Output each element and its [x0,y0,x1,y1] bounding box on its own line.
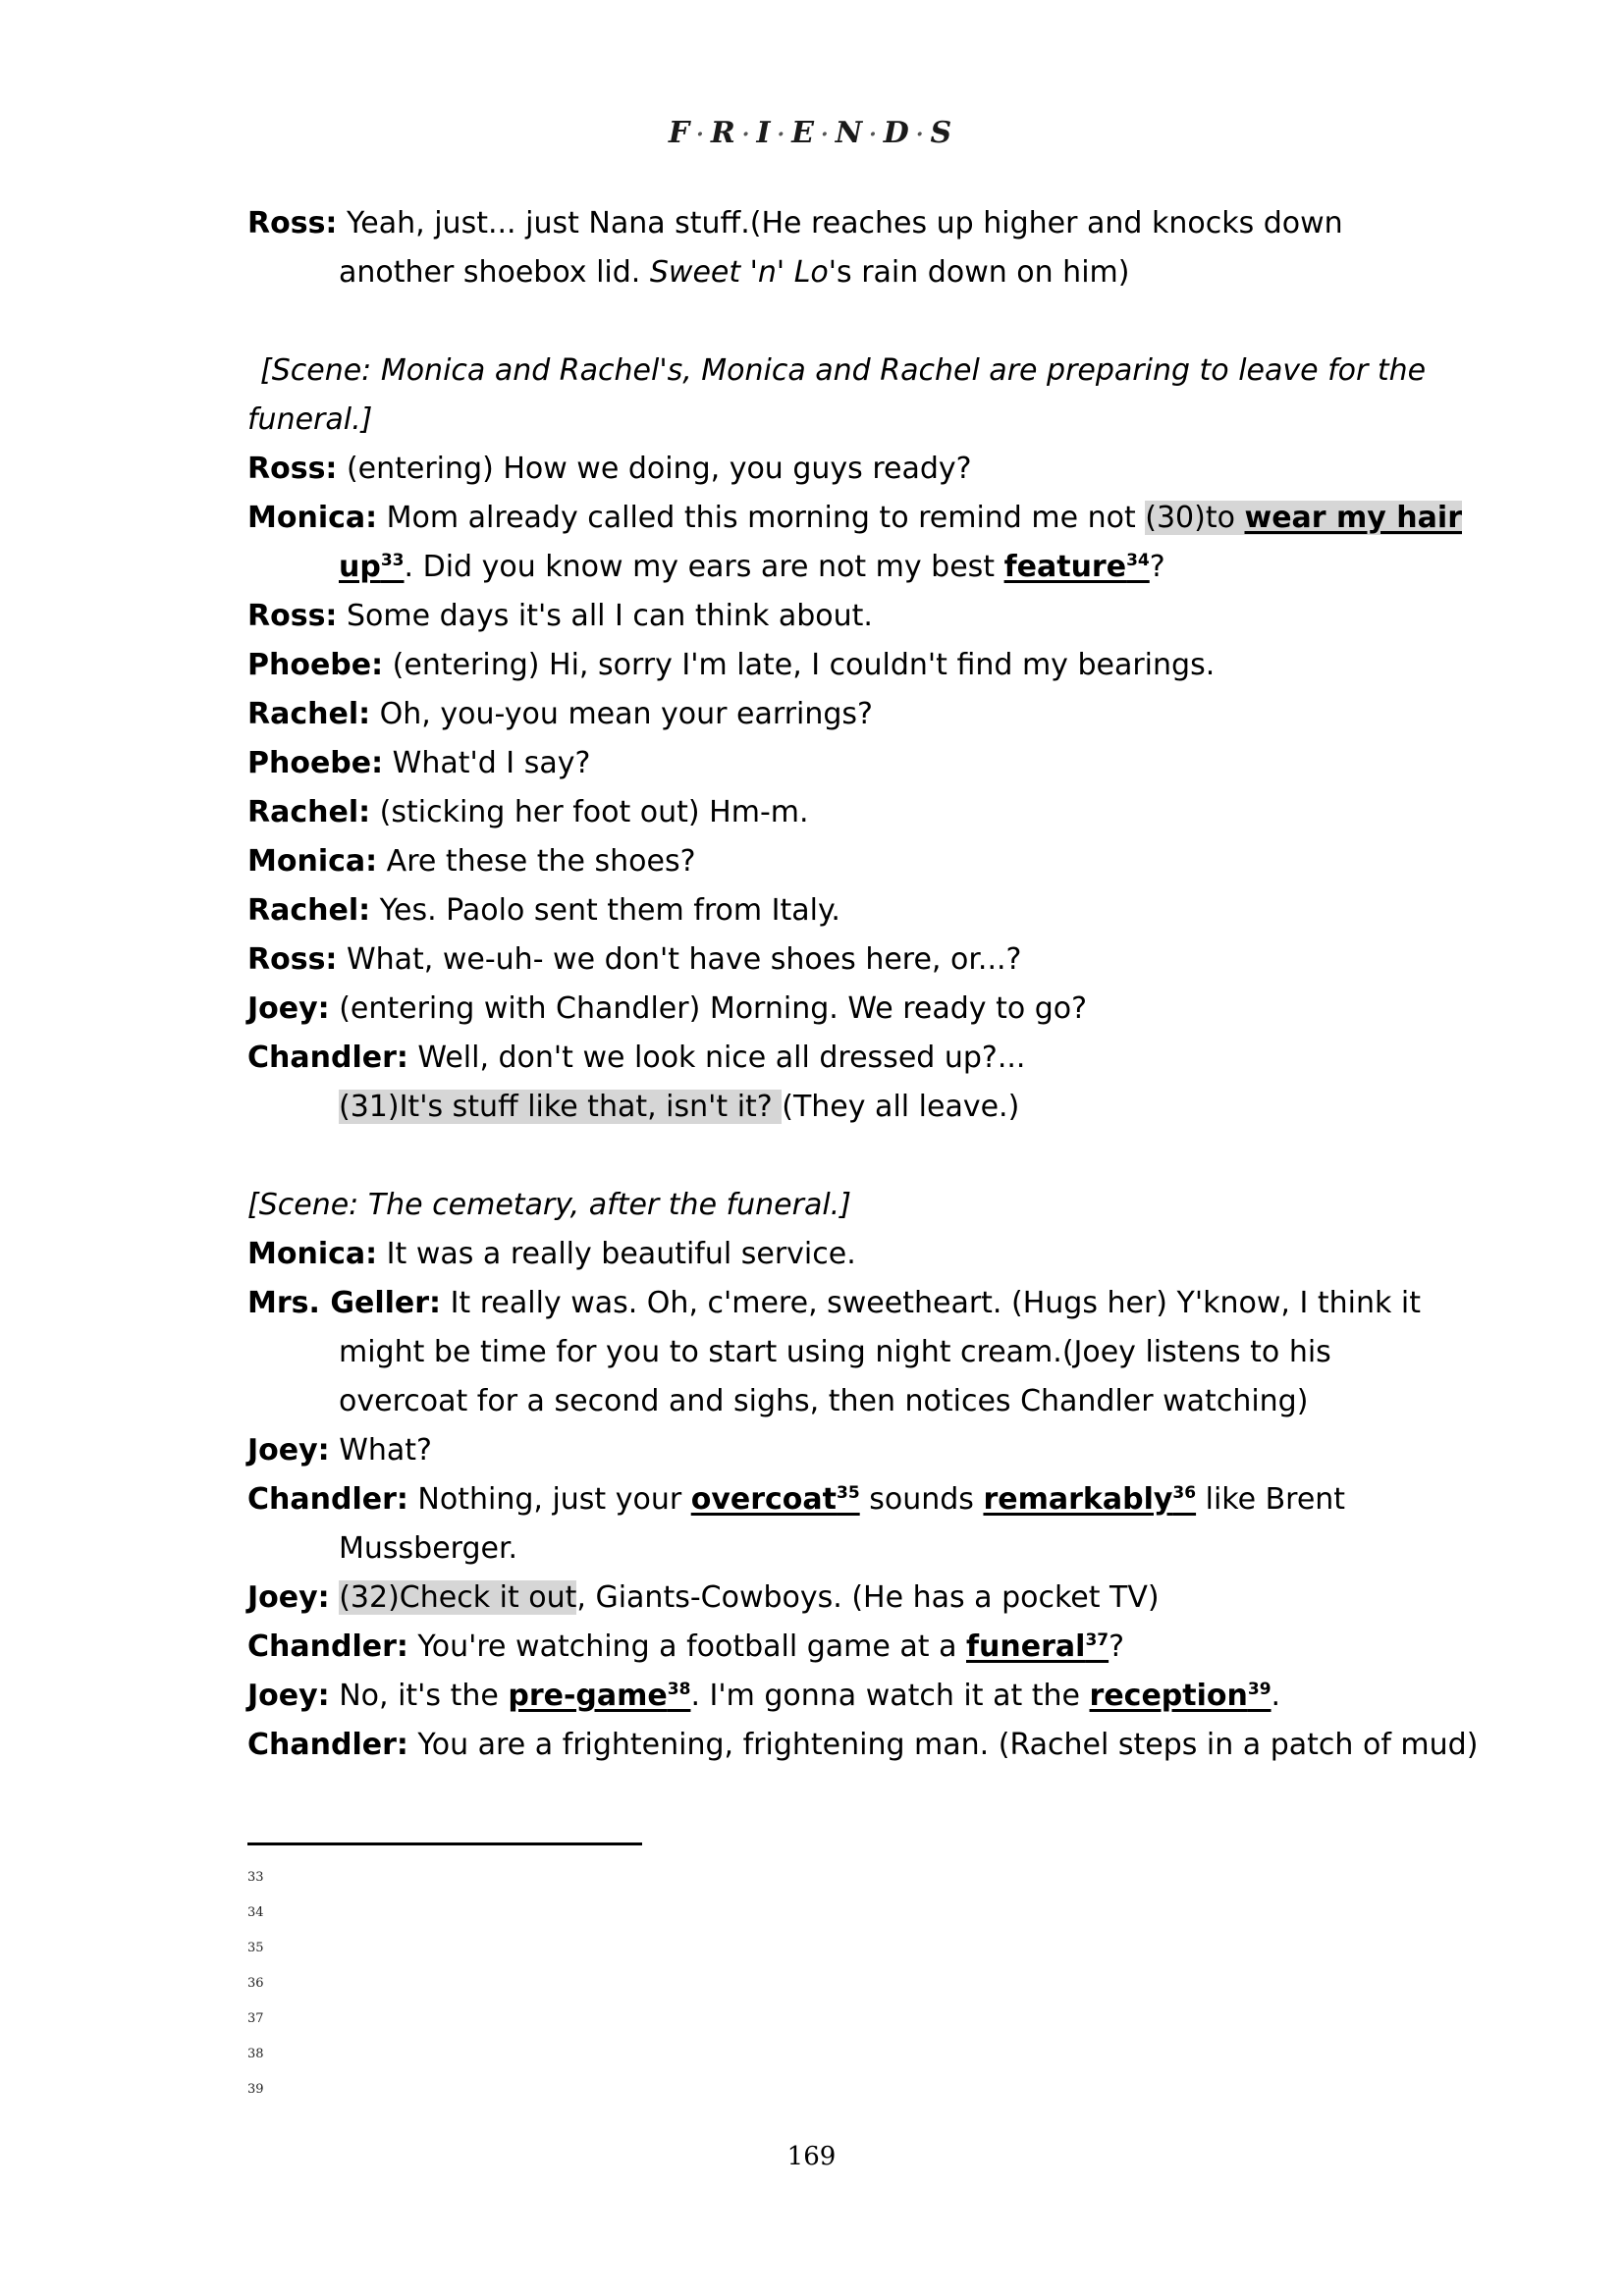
dialogue-continuation: another shoebox lid. Sweet 'n' Lo's rain down on him) [339,255,1130,290]
vocab-term: remarkably$^{36}$ [983,1482,1197,1517]
scene-heading: [Scene: The cemetary, after the funeral.] [247,1188,851,1222]
dialogue-line: Rachel: Yes. Paolo sent them from Italy. [247,893,840,928]
footnote-marker: 33 [247,1870,264,1885]
dialogue-line: Chandler: Well, don't we look nice all dressed up?... [247,1041,1026,1075]
dialogue-line: Monica: It was a really beautiful service. [247,1237,856,1271]
dialogue-line: Mrs. Geller: It really was. Oh, c'mere, sweetheart. (Hugs her) Y'know, I think it [247,1286,1421,1320]
vocab-term: overcoat$^{35}$ [690,1482,860,1517]
vocab-term: wear my hair [1244,501,1462,535]
dialogue-line: Chandler: You are a frightening, frightening man. (Rachel steps in a patch of mud) [247,1728,1479,1762]
dialogue-line: Ross: Yeah, just... just Nana stuff.(He reaches up higher and knocks down [247,206,1343,240]
dialogue-line: Chandler: Nothing, just your overcoat$^{35}$ sounds remarkably$^{36}$ like Brent [247,1482,1346,1517]
highlight: (32)Check it out [339,1580,577,1615]
footnote-marker: 38 [247,2047,264,2061]
dialogue-line: Joey: No, it's the pre-game$^{38}$. I'm gonna watch it at the reception$^{39}$. [247,1679,1281,1713]
dialogue-line: Chandler: You're watching a football game at a funeral$^{37}$? [247,1629,1125,1664]
footnote-marker: 34 [247,1905,264,1920]
vocab-term: reception$^{39}$ [1089,1679,1271,1713]
scene-heading: [Scene: Monica and Rachel's, Monica and Rachel are preparing to leave for the [260,353,1427,388]
highlight: (31)It's stuff like that, isn't it? [339,1090,783,1124]
dialogue-line: Phoebe: (entering) Hi, sorry I'm late, I couldn't find my bearings. [247,648,1216,682]
dialogue-line: Monica: Mom already called this morning to remind me not (30)to wear my hair [247,501,1462,535]
footnote-marker: 35 [247,1941,264,1955]
dialogue-continuation: (31)It's stuff like that, isn't it? (They all leave.) [339,1090,1020,1124]
footnote-marker: 36 [247,1976,264,1991]
dialogue-line: Rachel: Oh, you-you mean your earrings? [247,697,873,731]
vocab-term: pre-game$^{38}$ [508,1679,691,1713]
vocab-term: $up^{33}$ [339,550,405,584]
dialogue-line: Rachel: (sticking her foot out) Hm-m. [247,795,809,829]
dialogue-line: Monica: Are these the shoes? [247,844,696,879]
friends-logo: F · R · I · E · N · D · S [668,116,955,150]
dialogue-continuation: might be time for you to start using night cream.(Joey listens to his [339,1335,1331,1369]
vocab-term: feature$^{34}$ [1003,550,1150,584]
scene-heading-cont: funeral.] [247,402,373,437]
dialogue-line: Joey: (32)Check it out, Giants-Cowboys. (He has a pocket TV) [247,1580,1160,1615]
vocab-term: funeral$^{37}$ [966,1629,1109,1664]
dialogue-line: Ross: What, we-uh- we don't have shoes here, or...? [247,942,1022,977]
page-number: 169 [786,2142,837,2171]
speaker: Ross: [247,206,338,240]
dialogue-line: Ross: Some days it's all I can think about. [247,599,873,633]
footnote-marker: 39 [247,2082,264,2097]
dialogue-line: Joey: What? [247,1433,432,1468]
highlight: (30)to [1145,501,1245,535]
dialogue-line: Joey: (entering with Chandler) Morning. We ready to go? [247,991,1088,1026]
dialogue-line: Phoebe: What'd I say? [247,746,591,780]
dialogue-continuation: Mussberger. [339,1531,518,1566]
dialogue-line: Ross: (entering) How we doing, you guys ready? [247,452,972,486]
footnote-marker: 37 [247,2011,264,2026]
dialogue-continuation: overcoat for a second and sighs, then notices Chandler watching) [339,1384,1309,1418]
footnote-divider [247,1842,642,1845]
dialogue-continuation: $up^{33}$. Did you know my ears are not my best feature$^{34}$? [339,550,1165,584]
